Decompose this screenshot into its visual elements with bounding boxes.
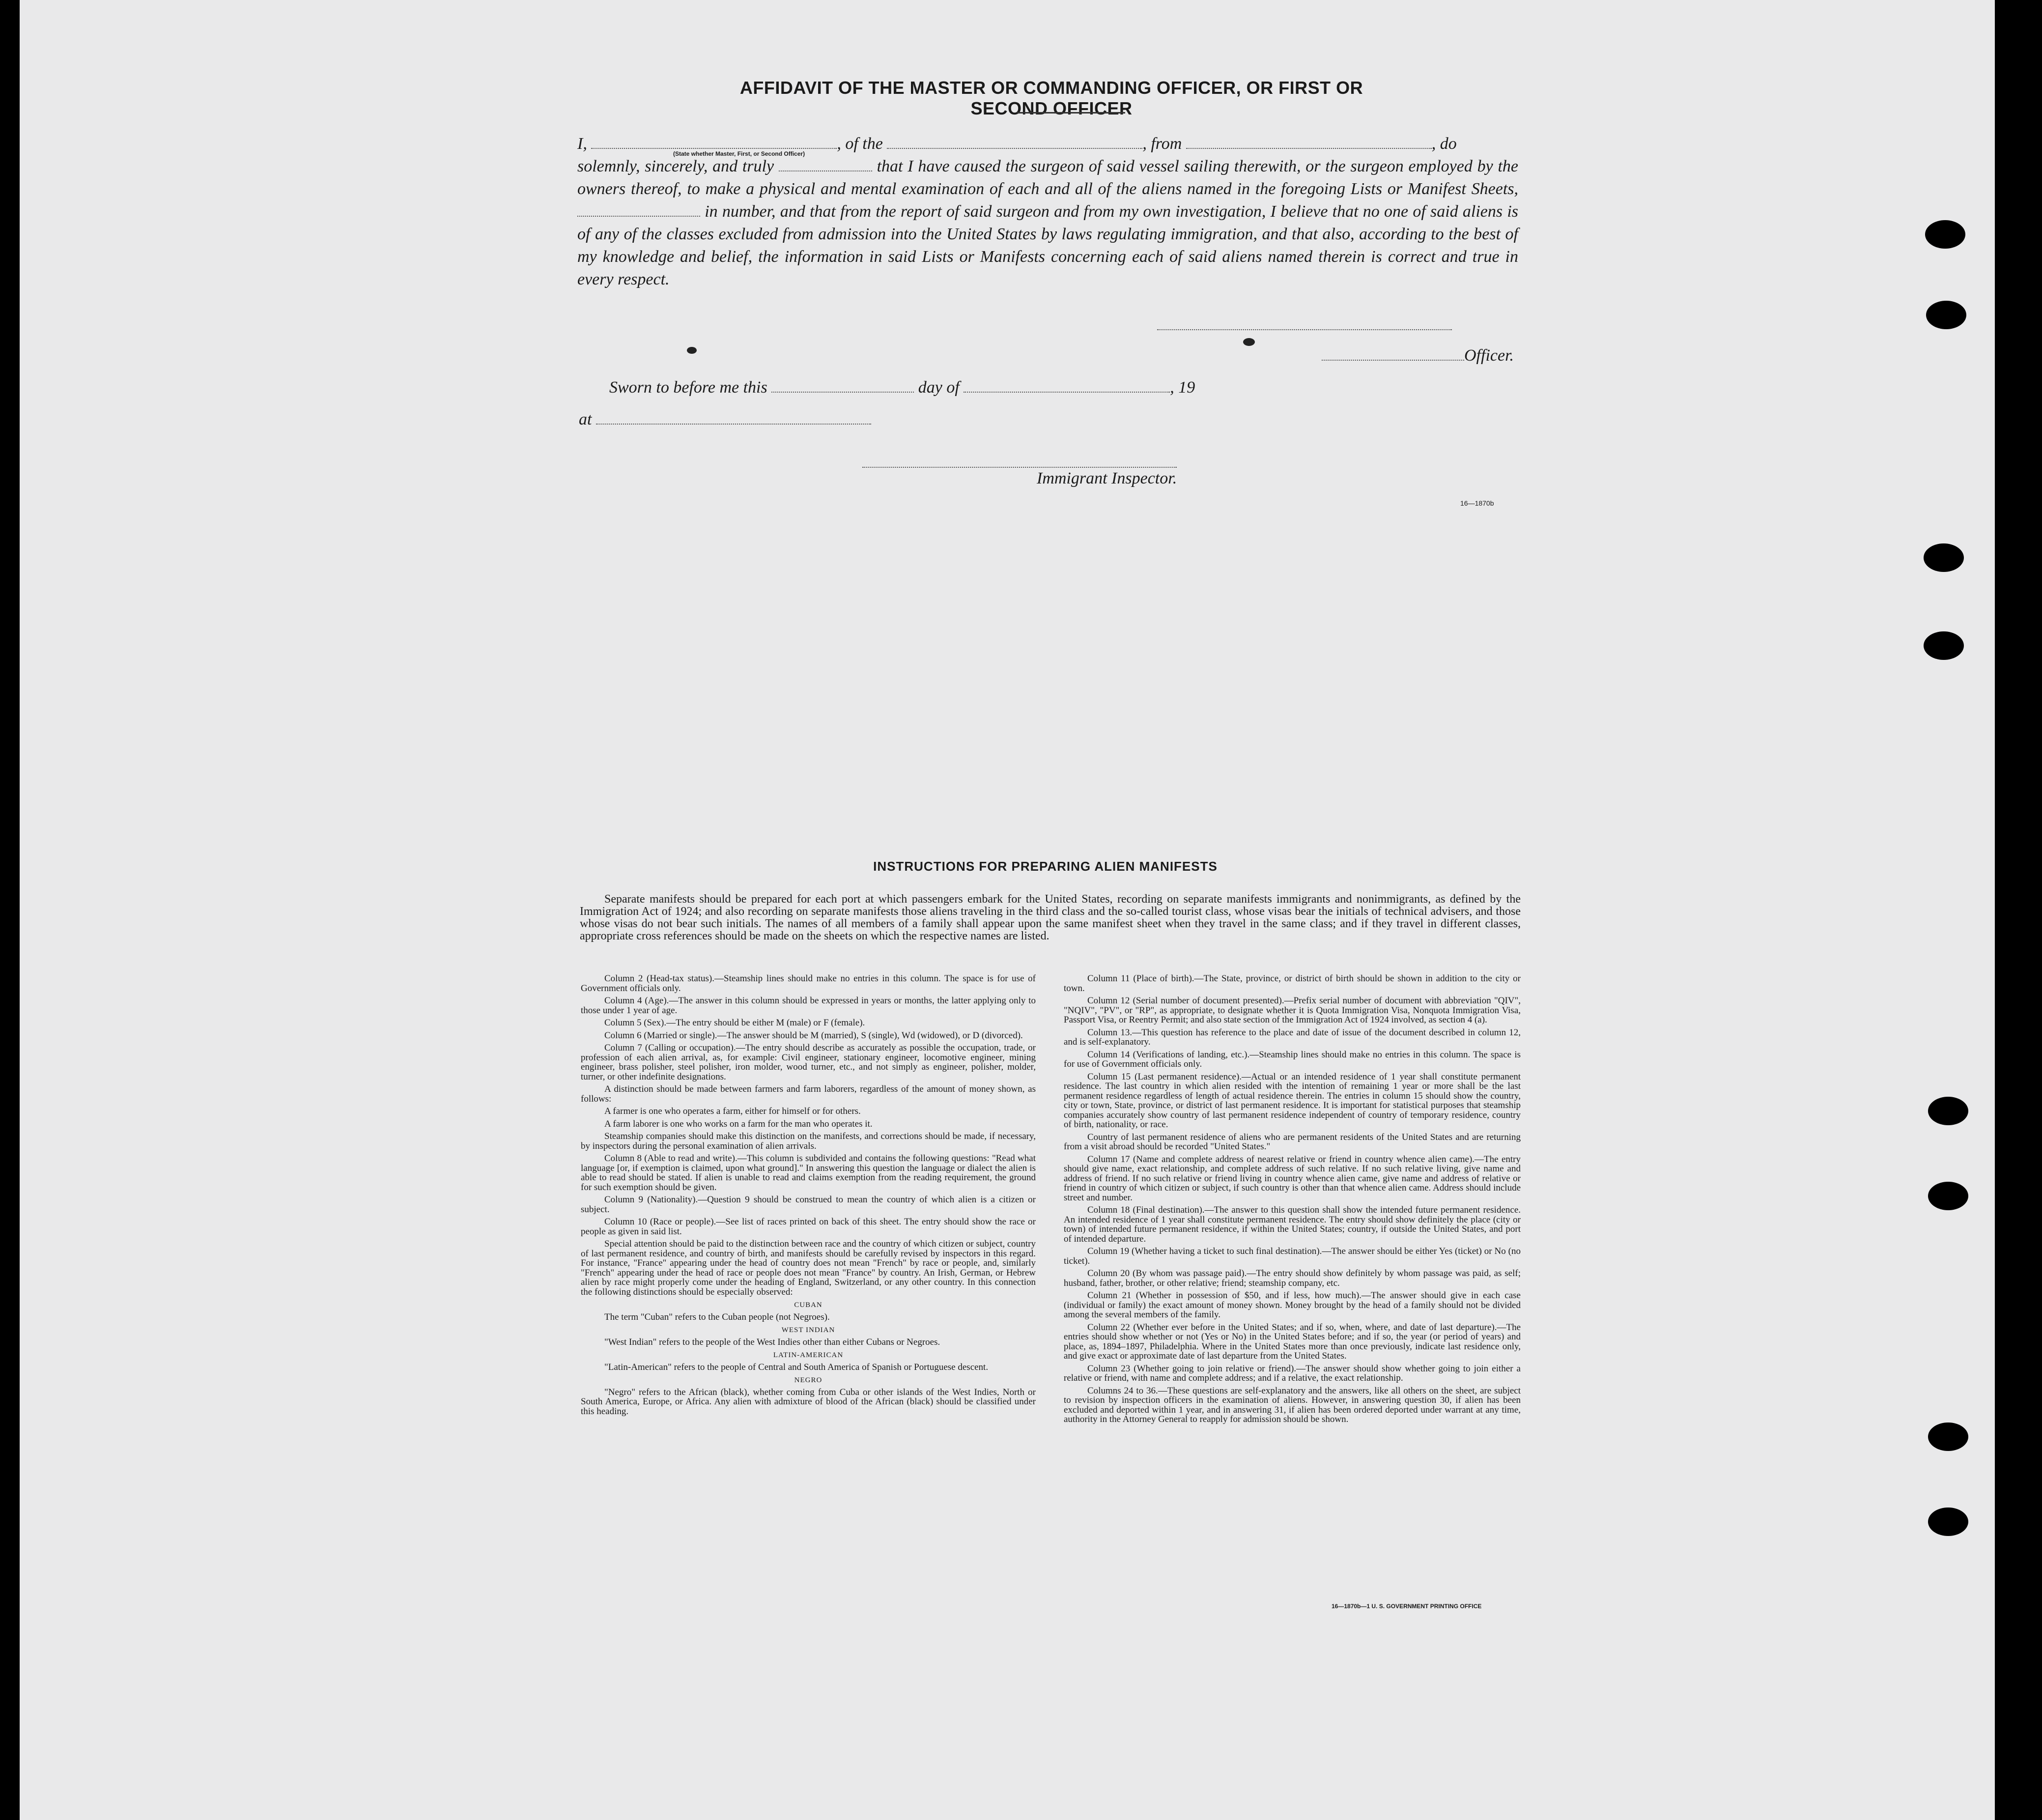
instruction-paragraph: Column 9 (Nationality).—Question 9 should be construed to mean the country of which alien is a citizen or subject. — [581, 1194, 1036, 1215]
instruction-paragraph: A farm laborer is one who works on a farm for the man who operates it. — [604, 1118, 873, 1129]
vessel-name-blank[interactable] — [887, 137, 1142, 149]
instruction-paragraph: Column 18 (Final destination).—The answer to this question shall show the intended future permanent residence. An intended residence of 1 year shall constitute permanent residence. The entry should show definitely the place (city or town) of intended future permanent residence, if within the United States; country, if outside the United States, and port of intended departure. — [1064, 1205, 1521, 1244]
title-rule — [1017, 112, 1125, 114]
instruction-paragraph: Column 6 (Married or single).—The answer should be M (married), S (single), Wd (widowed), or D (divorced). — [604, 1030, 1023, 1041]
at-label: at — [579, 410, 592, 428]
instruction-paragraph: Column 2 (Head-tax status).—Steamship lines should make no entries in this column. The space is for use of Government officials only. — [581, 973, 1036, 994]
instruction-paragraph: Column 4 (Age).—The answer in this column should be expressed in years or months, the latter applying only to those under 1 year of age. — [581, 995, 1036, 1016]
latin-american-heading: LATIN-AMERICAN — [773, 1351, 844, 1359]
punch-hole — [1928, 1097, 1968, 1125]
printing-office-code: 16—1870b—1 U. S. GOVERNMENT PRINTING OFFICE — [1332, 1603, 1482, 1610]
inspector-signature-line[interactable] — [862, 467, 1177, 468]
instruction-paragraph: Special attention should be paid to the distinction between race and the country of which citizen or subject, country of last permanent residence, and country of birth, and manifests should be carefully revised by inspectors in this regard. For instance, "France" appearing under the head of country does not mean "French" by race or people, and, similarly "French" appearing under the head of race or people does not mean "France" by country. An Irish, German, or Hebrew alien by race might properly come under the heading of England, Switzerland, or any other country. In this connection the following distinctions should be especially observed: — [581, 1239, 1036, 1297]
number-blank[interactable] — [577, 205, 700, 217]
instruction-paragraph: Column 13.—This question has reference to the place and date of issue of the document described in column 12, and is self-explanatory. — [1064, 1027, 1521, 1047]
signature-line[interactable] — [1157, 329, 1452, 330]
officer-signature — [1322, 346, 1518, 365]
ink-speck — [687, 347, 697, 354]
punch-hole — [1926, 301, 1966, 329]
instruction-paragraph: Columns 24 to 36.—These questions are self-explanatory and the answers, like all others on the sheet, are subject to revision by inspection officers in the examination of aliens. However, in answering question 30, if alien has been excluded and deported within 1 year, and in answering 31, if alien has been ordered deported under warrant at any time, authority in the Attorney General to reapply for admission should be shown. — [1064, 1385, 1521, 1424]
punch-hole — [1928, 1182, 1968, 1210]
instruction-paragraph: Column 5 (Sex).—The entry should be either M (male) or F (female). — [604, 1018, 865, 1028]
officer-blank[interactable] — [1322, 349, 1464, 361]
latin-american-definition: "Latin-American" refers to the people of Central and South America of Spanish or Portuguese descent. — [604, 1362, 989, 1372]
cuban-definition: The term "Cuban" refers to the Cuban people (not Negroes). — [604, 1311, 830, 1322]
instruction-paragraph: A distinction should be made between farmers and farm laborers, regardless of the amount of money shown, as follows: — [581, 1084, 1036, 1104]
instruction-paragraph: Column 11 (Place of birth).—The State, province, or district of birth should be shown in addition to the city or town. — [1064, 973, 1521, 994]
instruction-paragraph: Column 15 (Last permanent residence).—Actual or an intended residence of 1 year shall constitute permanent residence. The last country in which alien resided with the intention of remaining 1 year or more shall be the last permanent residence regardless of length of actual residence therein. The entries in column 15 should show the country, city or town, State, province, or district of last permanent residence. It is important for statistical purposes that steamship companies accurately show country of last permanent residence independent of country of temporary residence, country of birth, nationality, or race. — [1064, 1071, 1521, 1130]
rank-note: (State whether Master, First, or Second Officer) — [673, 150, 805, 157]
instruction-paragraph: Column 12 (Serial number of document presented).—Prefix serial number of document with abbreviation "QIV", "NQIV", "PV", or "RP", as appropriate, to designate whether it is Quota Immigration Visa, Nonquota Immigration Visa, Passport Visa, or Reentry Permit; and also state section of the Immigration Act of 1924 involved, as section 4 (a). — [1064, 995, 1521, 1025]
affidavit-do: , do — [1431, 135, 1457, 153]
instruction-paragraph: Column 23 (Whether going to join relative or friend).—The answer should show whether going to join either a relative or friend, with name and complete address; and if a relative, the exact relationship. — [1064, 1363, 1521, 1383]
port-blank[interactable] — [1186, 137, 1432, 149]
instruction-paragraph: A farmer is one who operates a farm, either for himself or for others. — [604, 1106, 861, 1116]
sworn-line — [609, 378, 1248, 397]
instructions-right-column — [1064, 974, 1521, 1427]
instruction-paragraph: Column 21 (Whether in possession of $50, and if less, how much).—The answer should give in each case (individual or family) the exact amount of money shown. Money brought by the head of a family should not be divided among the several members of the family. — [1064, 1290, 1521, 1320]
instruction-paragraph: Column 10 (Race or people).—See list of races printed on back of this sheet. The entry should show the race or people as given in said list. — [581, 1217, 1036, 1237]
sworn-day-blank[interactable] — [771, 381, 914, 393]
sworn-label: Sworn to before me this — [609, 378, 767, 397]
instructions-title: INSTRUCTIONS FOR PREPARING ALIEN MANIFESTS — [873, 859, 1218, 874]
instruction-paragraph: Steamship companies should make this distinction on the manifests, and corrections should be made, if necessary, by inspectors during the personal examination of alien arrivals. — [581, 1131, 1036, 1151]
affidavit-i: I, — [577, 135, 587, 153]
punch-hole — [1928, 1422, 1968, 1451]
negro-heading: NEGRO — [794, 1376, 822, 1384]
swear-blank[interactable] — [779, 160, 872, 171]
punch-hole — [1924, 543, 1964, 572]
punch-hole — [1928, 1507, 1968, 1536]
at-line — [579, 410, 923, 429]
officer-rank-blank[interactable] — [591, 137, 837, 149]
instructions-intro: Separate manifests should be prepared for each port at which passengers embark for the United States, recording on separate manifests immigrants and nonimmigrants, as defined by the Immigration Act of 1924; and also recording on separate manifests those aliens traveling in the third class and the so-called tourist class, whose visas bear the initials of technical advisers, and those whose visas do not bear such initials. The names of all members of a family shall appear upon the same manifest sheet when they travel in the same class; and if they travel in different classes, appropriate cross references should be made on the sheets on which the respective names are listed. — [580, 893, 1521, 942]
instruction-paragraph: Country of last permanent residence of aliens who are permanent residents of the United States and are returning from a visit abroad should be recorded "United States." — [1064, 1132, 1521, 1152]
punch-hole — [1924, 631, 1964, 660]
form-code: 16—1870b — [1460, 499, 1494, 507]
instruction-paragraph: Column 22 (Whether ever before in the United States; and if so, when, where, and date of last departure).—The entries should show whether or not (Yes or No) in the United States before; and if so, the year (or period of years) and place, as, 1894–1897, Philadelphia. Where in the United States more than once previously, indicate last residence only, and give exact or approximate date of last departure from the United States. — [1064, 1322, 1521, 1361]
year-label: , 19 — [1170, 378, 1195, 397]
affidavit-of-the: , of the — [837, 135, 883, 153]
cuban-heading: CUBAN — [794, 1301, 822, 1309]
instruction-paragraph: Column 14 (Verifications of landing, etc.).—Steamship lines should make no entries in this column. The space is for use of Government officials only. — [1064, 1049, 1521, 1069]
ink-speck — [1243, 338, 1255, 346]
officer-label: Officer. — [1464, 346, 1514, 365]
instructions-left-column — [581, 974, 1036, 1419]
west-indian-definition: "West Indian" refers to the people of the West Indies other than either Cubans or Negroes. — [604, 1337, 940, 1347]
affidavit-title: AFFIDAVIT OF THE MASTER OR COMMANDING OFFICER, OR FIRST OR SECOND OFFICER — [739, 78, 1363, 118]
affidavit-body-1: that I have caused the surgeon of said vessel sailing therewith, or the surgeon employed by the owners thereof, to make a physical and mental examination of each and all of the aliens named in the foregoing Lists or Manifest Sheets, — [577, 157, 1518, 198]
west-indian-heading: WEST INDIAN — [781, 1326, 835, 1334]
affidavit-body-2: in number, and that from the report of said surgeon and from my own investigation, I believe that no one of said aliens is of any of the classes excluded from admission into the United States by laws regulating immigration, and that also, according to the best of my knowledge and belief, the information in said Lists or Manifests concerning each of said aliens named therein is correct and true in every respect. — [577, 202, 1519, 288]
instruction-paragraph: Column 8 (Able to read and write).—This column is subdivided and contains the following questions: "Read what language [or, if exemption is claimed, upon what ground]." In answering this question the language or dialect the alien is able to read should be stated. If alien is unable to read and claims exemption from the reading requirement, the ground for such exemption should be given. — [581, 1153, 1036, 1193]
sworn-month-blank[interactable] — [964, 381, 1170, 393]
affidavit-from: , from — [1142, 135, 1182, 153]
negro-definition: "Negro" refers to the African (black), whether coming from Cuba or other islands of the West Indies, North or South America, Europe, or Africa. Any alien with admixture of blood of the African (black) should be classified under this heading. — [581, 1387, 1036, 1417]
affidavit-solemnly: solemnly, sincerely, and truly — [577, 157, 774, 175]
instruction-paragraph: Column 19 (Whether having a ticket to such final destination).—The answer should be either Yes (ticket) or No (no ticket). — [1064, 1246, 1521, 1266]
instruction-paragraph: Column 17 (Name and complete address of nearest relative or friend in country whence alien came).—The entry should give name, exact relationship, and complete address of such relative. If no such relative living, give name and address of friend. If no such relative or friend living in country whence alien came, give name and address of relative or friend in country of which citizen or subject, if such country is other than that whence alien came. Address should include street and number. — [1064, 1154, 1521, 1203]
day-of-label: day of — [918, 378, 960, 397]
punch-hole — [1925, 220, 1965, 249]
place-blank[interactable] — [596, 413, 871, 425]
instruction-paragraph: Column 20 (By whom was passage paid).—The entry should show definitely by whom passage was paid, as self; husband, father, brother, or other relative; friend; steamship company, etc. — [1064, 1268, 1521, 1288]
instruction-paragraph: Column 7 (Calling or occupation).—The entry should describe as accurately as possible the occupation, trade, or profession of each alien arrival, as, for example: Civil engineer, stationary engineer, locomotive engineer, mining engineer, brass polisher, steel polisher, iron molder, wood turner, etc., and not simply as engineer, polisher, molder, turner, or other indefinite designations. — [581, 1043, 1036, 1082]
inspector-label: Immigrant Inspector. — [1037, 469, 1177, 487]
